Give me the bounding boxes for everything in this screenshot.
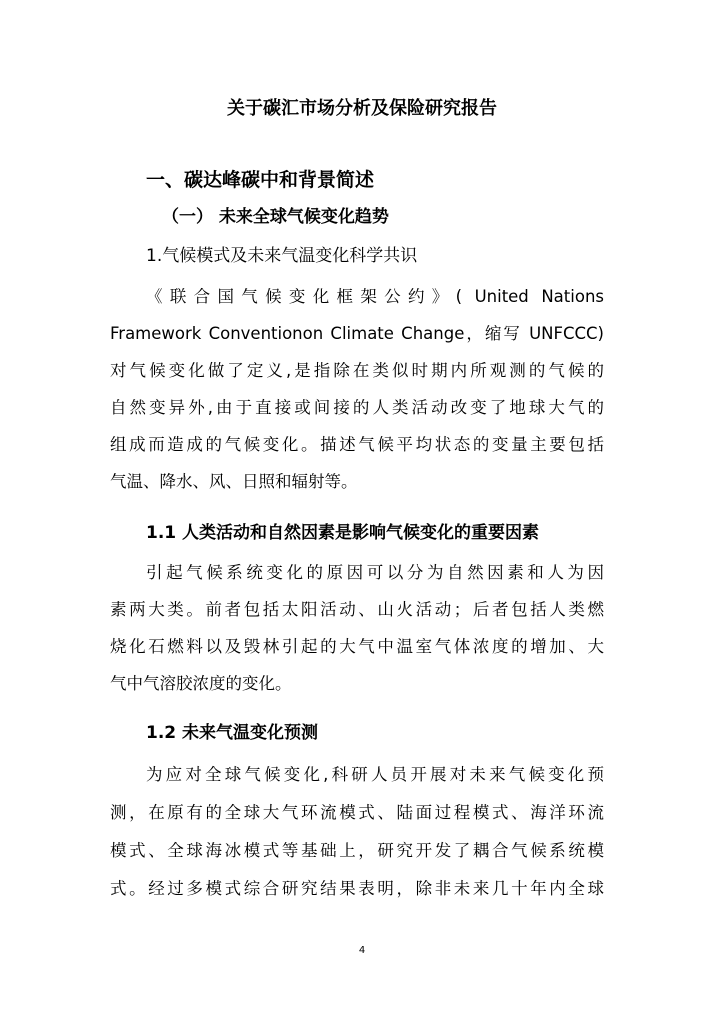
paragraph-3-line-1: 为应对全球气候变化,科研人员开展对未来气候变化预 bbox=[146, 765, 604, 784]
page-number: 4 bbox=[358, 945, 366, 956]
paragraph-3-line-2: 测，在原有的全球大气环流模式、陆面过程模式、海洋环流 bbox=[110, 803, 604, 822]
paragraph-1-line-3: 对气候变化做了定义,是指除在类似时期内所观测的气候的 bbox=[110, 361, 604, 380]
paragraph-1-line-1: 《联合国气候变化框架公约》( United Nations bbox=[146, 287, 604, 306]
item-heading-1: 1.气候模式及未来气温变化科学共识 bbox=[146, 246, 418, 266]
paragraph-1-line-2: Framework Conventionon Climate Change，缩写 UNFCCC) bbox=[110, 324, 604, 343]
paragraph-2-line-3: 烧化石燃料以及毁林引起的大气中温室气体浓度的增加、大 bbox=[110, 637, 604, 656]
paragraph-2-line-4: 气中气溶胶浓度的变化。 bbox=[110, 674, 292, 693]
paragraph-1-line-6: 气温、降水、风、日照和辐射等。 bbox=[110, 472, 358, 491]
paragraph-2-line-1: 引起气候系统变化的原因可以分为自然因素和人为因 bbox=[146, 563, 604, 582]
item-heading-1-2: 1.2 未来气温变化预测 bbox=[146, 723, 319, 743]
paragraph-1-line-5: 组成而造成的气候变化。描述气候平均状态的变量主要包括 bbox=[110, 435, 604, 454]
paragraph-3-line-3: 模式、全球海冰模式等基础上，研究开发了耦合气候系统模 bbox=[110, 841, 604, 860]
paragraph-1-line-4: 自然变异外,由于直接或间接的人类活动改变了地球大气的 bbox=[110, 398, 604, 417]
item-heading-1-1: 1.1 人类活动和自然因素是影响气候变化的重要因素 bbox=[146, 523, 540, 543]
paragraph-3-line-4: 式。经过多模式综合研究结果表明，除非未来几十年内全球 bbox=[110, 879, 604, 898]
subsection-heading: （一） 未来全球气候变化趋势 bbox=[162, 207, 389, 227]
report-title: 关于碳汇市场分析及保险研究报告 bbox=[227, 98, 497, 119]
section-heading: 一、碳达峰碳中和背景简述 bbox=[146, 169, 375, 191]
paragraph-2-line-2: 素两大类。前者包括太阳活动、山火活动；后者包括人类燃 bbox=[110, 600, 604, 619]
